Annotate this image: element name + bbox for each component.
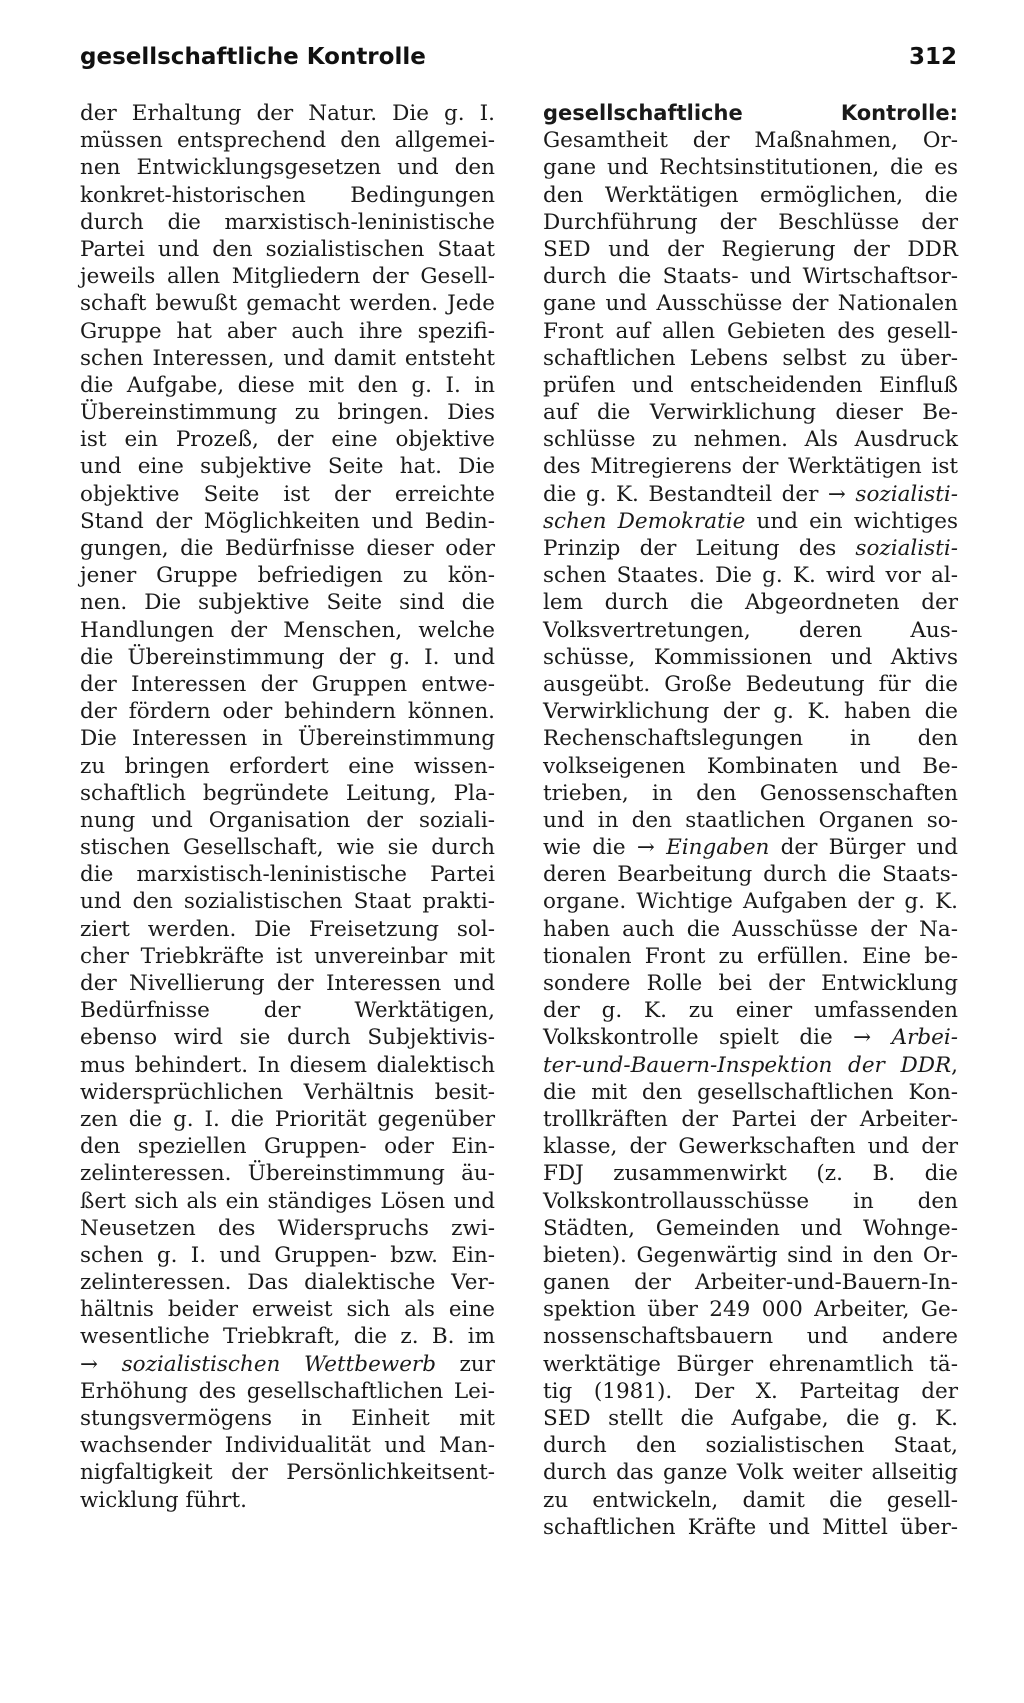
text-line: trollkräften der Partei der Arbeiter- — [543, 1106, 958, 1132]
text-line: hältnis beider erweist sich als eine — [80, 1297, 495, 1323]
text-line: durch den sozialistischen Staat, — [543, 1433, 958, 1459]
text-line: Erhöhung des gesellschaftlichen Lei- — [80, 1378, 495, 1404]
text-line: Stand der Möglichkeiten und Bedin- — [80, 508, 495, 534]
text-line: stischen Gesellschaft, wie sie durch — [80, 835, 495, 861]
text-line: der Erhaltung der Natur. Die g. I. — [80, 101, 495, 126]
text-line: zelinteressen. Das dialektische Ver- — [80, 1270, 495, 1296]
text-line: SED stellt die Aufgabe, die g. K. — [543, 1406, 958, 1431]
text-line: Übereinstimmung zu bringen. Dies — [80, 400, 495, 426]
text-line: jeweils allen Mitgliedern der Gesell- — [80, 264, 495, 290]
text-line: der Interessen der Gruppen entwe- — [80, 671, 495, 697]
text-line: Prinzip der Leitung des sozialisti- — [543, 536, 958, 561]
text-line: Volkskontrollausschüsse in den — [543, 1188, 958, 1214]
text-line: tig (1981). Der X. Parteitag der — [543, 1378, 958, 1404]
text-line: widersprüchlichen Verhältnis besit- — [80, 1079, 495, 1105]
running-head-title: gesellschaftliche Kontrolle — [80, 44, 426, 70]
text-line: nen Entwicklungsgesetzen und den — [80, 155, 495, 181]
entry-headword: gesellschaftliche Kontrolle: — [543, 101, 958, 125]
text-line: deren Bearbeitung durch die Staats- — [543, 862, 958, 888]
text-line: volkseigenen Kombinaten und Be- — [543, 753, 958, 779]
page-number: 312 — [908, 44, 957, 70]
text-line: Partei und den sozialistischen Staat — [80, 236, 495, 262]
text-line: die Übereinstimmung der g. I. und — [80, 644, 495, 670]
text-line: Front auf allen Gebieten des gesell- — [543, 318, 958, 344]
text-line: lem durch die Abgeordneten der — [543, 590, 958, 616]
text-line: schaft bewußt gemacht werden. Jede — [80, 291, 495, 317]
text-line: gane und Rechtsinstitutionen, die es — [543, 155, 958, 181]
right-column — [543, 100, 958, 1541]
text-line: die g. K. Bestandteil der → sozialisti- — [543, 481, 958, 507]
text-line: wie die → Eingaben der Bürger und — [543, 835, 958, 861]
text-line: cher Triebkräfte ist unvereinbar mit — [80, 943, 495, 969]
text-line: schüsse, Kommissionen und Aktivs — [543, 644, 958, 670]
text-line: ßert sich als ein ständiges Lösen und — [80, 1188, 495, 1214]
text-line: → sozialistischen Wettbewerb zur — [80, 1351, 495, 1377]
text-line: Gruppe hat aber auch ihre spezifi- — [80, 318, 495, 344]
text-line: jener Gruppe befriedigen zu kön- — [80, 563, 495, 589]
text-line: schen Demokratie und ein wichtiges — [543, 508, 958, 534]
text-line: durch das ganze Volk weiter allseitig — [543, 1460, 958, 1486]
text-line: prüfen und entscheidenden Einfluß — [543, 372, 958, 398]
text-line: zelinteressen. Übereinstimmung äu- — [80, 1161, 495, 1187]
text-line: der Nivellierung der Interessen und — [80, 971, 495, 996]
cross-reference-term: schen Demokratie — [543, 508, 746, 534]
text-line: Die Interessen in Übereinstimmung — [80, 726, 495, 752]
text-line: objektive Seite ist der erreichte — [80, 481, 495, 507]
text-line: nung und Organisation der soziali- — [80, 807, 495, 833]
cross-reference-term: Arbei- — [891, 1025, 958, 1051]
text-line: zu entwickeln, damit die gesell- — [543, 1487, 958, 1513]
text-line: der g. K. zu einer umfassenden — [543, 998, 958, 1024]
text-line: die Aufgabe, diese mit den g. I. in — [80, 372, 495, 398]
cross-reference-term: ter-und-Bauern-Inspektion der DDR — [543, 1052, 952, 1078]
cross-reference-term: sozialisti- — [855, 481, 958, 507]
text-line: Bedürfnisse der Werktätigen, — [80, 998, 495, 1024]
text-line: Volkskontrolle spielt die → Arbei- — [543, 1025, 958, 1051]
text-line: und eine subjektive Seite hat. Die — [80, 454, 495, 480]
text-line: nen. Die subjektive Seite sind die — [80, 590, 495, 616]
text-line: schen g. I. und Gruppen- bzw. Ein- — [80, 1242, 495, 1268]
text-line: Durchführung der Beschlüsse der — [543, 209, 958, 235]
text-line: mus behindert. In diesem dialektisch — [80, 1052, 495, 1078]
text-line: zu bringen erfordert eine wissen- — [80, 753, 495, 779]
text-line: Volksvertretungen, deren Aus- — [543, 617, 958, 643]
cross-reference-term: sozialistischen Wettbewerb — [121, 1351, 436, 1377]
text-line: klasse, der Gewerkschaften und der — [543, 1134, 958, 1160]
text-line: ausgeübt. Große Bedeutung für die — [543, 671, 958, 697]
text-line: SED und der Regierung der DDR — [543, 236, 958, 262]
text-line: ebenso wird sie durch Subjektivis- — [80, 1025, 495, 1051]
text-line: werktätige Bürger ehrenamtlich tä- — [543, 1351, 958, 1377]
text-line: der fördern oder behindern können. — [80, 699, 495, 725]
text-line: durch die marxistisch-leninistische — [80, 209, 495, 235]
text-line: Städten, Gemeinden und Wohnge- — [543, 1215, 958, 1241]
text-line: durch die Staats- und Wirtschaftsor- — [543, 264, 958, 290]
text-line: nigfaltigkeit der Persönlichkeitsent- — [80, 1460, 495, 1486]
text-line: Neusetzen des Widerspruchs zwi- — [80, 1215, 495, 1241]
text-line: und den sozialistischen Staat prakti- — [80, 889, 495, 915]
text-line: FDJ zusammenwirkt (z. B. die — [543, 1161, 958, 1187]
cross-reference-term: Eingaben — [666, 835, 770, 861]
text-line: schen Staates. Die g. K. wird vor al- — [543, 563, 958, 589]
text-line: gane und Ausschüsse der Nationalen — [543, 291, 958, 317]
text-line: spektion über 249 000 Arbeiter, Ge- — [543, 1297, 958, 1323]
text-line: schaftlichen Lebens selbst zu über- — [543, 345, 958, 371]
text-line: und in den staatlichen Organen so- — [543, 807, 958, 833]
text-line: schaftlich begründete Leitung, Pla- — [80, 780, 495, 806]
text-line: tionalen Front zu erfüllen. Eine be- — [543, 943, 958, 969]
cross-reference-term: sozialisti- — [855, 536, 958, 561]
text-line: den Werktätigen ermöglichen, die — [543, 182, 958, 208]
text-line: wachsender Individualität und Man- — [80, 1433, 495, 1459]
left-column — [80, 100, 495, 1514]
text-line: wesentliche Triebkraft, die z. B. im — [80, 1324, 495, 1350]
text-line: den speziellen Gruppen- oder Ein- — [80, 1134, 495, 1160]
text-line: Gesamtheit der Maßnahmen, Or- — [543, 128, 958, 154]
text-line: schlüsse zu nehmen. Als Ausdruck — [543, 427, 958, 453]
text-line: zen die g. I. die Priorität gegenüber — [80, 1106, 495, 1132]
text-line: nossenschaftsbauern und andere — [543, 1324, 958, 1350]
text-line: ziert werden. Die Freisetzung sol- — [80, 916, 495, 942]
text-line: ter-und-Bauern-Inspektion der DDR, — [543, 1052, 958, 1078]
text-line: die mit den gesellschaftlichen Kon- — [543, 1079, 958, 1105]
text-line: Verwirklichung der g. K. haben die — [543, 699, 958, 725]
text-line: auf die Verwirklichung dieser Be- — [543, 400, 958, 426]
text-line: trieben, in den Genossenschaften — [543, 780, 958, 806]
text-line: schaftlichen Kräfte und Mittel über- — [543, 1514, 958, 1540]
text-line: haben auch die Ausschüsse der Na- — [543, 916, 958, 942]
text-line: organe. Wichtige Aufgaben der g. K. — [543, 889, 958, 915]
text-line: schen Interessen, und damit entsteht — [80, 345, 495, 371]
text-line: Rechenschaftslegungen in den — [543, 726, 958, 752]
text-line: Handlungen der Menschen, welche — [80, 617, 495, 643]
text-line: sondere Rolle bei der Entwicklung — [543, 971, 958, 996]
text-line: wicklung führt. — [80, 1487, 247, 1513]
text-line: des Mitregierens der Werktätigen ist — [543, 454, 958, 480]
text-line: die marxistisch-leninistische Partei — [80, 862, 495, 888]
text-line: bieten). Gegenwärtig sind in den Or- — [543, 1242, 958, 1268]
text-line: ganen der Arbeiter-und-Bauern-In- — [543, 1270, 958, 1296]
text-line: ist ein Prozeß, der eine objektive — [80, 427, 495, 453]
text-line: stungsvermögens in Einheit mit — [80, 1406, 495, 1431]
text-line: müssen entsprechend den allgemei- — [80, 128, 495, 154]
entry-headword-line — [543, 100, 958, 127]
text-line: konkret-historischen Bedingungen — [80, 182, 495, 208]
text-line: gungen, die Bedürfnisse dieser oder — [80, 536, 495, 561]
